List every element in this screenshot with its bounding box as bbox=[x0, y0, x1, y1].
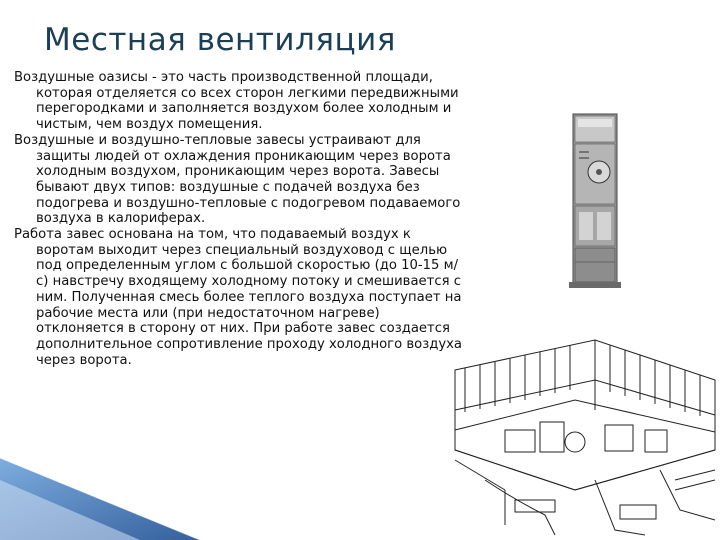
workshop-drawing-image bbox=[445, 330, 720, 540]
corner-decoration bbox=[0, 440, 200, 540]
paragraph-curtain-operation: Работа завес основана на том, что подаваемый воздух к воротам выходит через специальный воздуховод с щелью под определенным углом с большой скоростью (до 10-15 м/с) навстречу входящему холодному потоку и смешивается с ним. Полученная смесь более теплого воздуха поступает на рабочие места или (при недостаточном нагреве) отклоняется в сторону от них. При работе завес создается дополнительное сопротивление проходу холодного воздуха через ворота. bbox=[14, 227, 463, 368]
slide-title: Местная вентиляция bbox=[44, 22, 396, 58]
body-text bbox=[14, 70, 464, 368]
paragraph-air-oases: Воздушные оазисы - это часть производственной площади, которая отделяется со всех сторон легкими передвижными перегородками и заполняется воздухом более холодным и чистым, чем воздух помещения. bbox=[14, 70, 459, 133]
ventilation-unit-image bbox=[565, 112, 625, 290]
paragraph-air-curtains: Воздушные и воздушно-тепловые завесы устраивают для защиты людей от охлаждения проникающим через ворота холодным воздухом, проникающим через ворота. Завесы бывают двух типов: воздушные с подачей воздуха без подогрева и воздушно-тепловые с подогревом подаваемого воздуха в калориферах. bbox=[14, 132, 461, 227]
